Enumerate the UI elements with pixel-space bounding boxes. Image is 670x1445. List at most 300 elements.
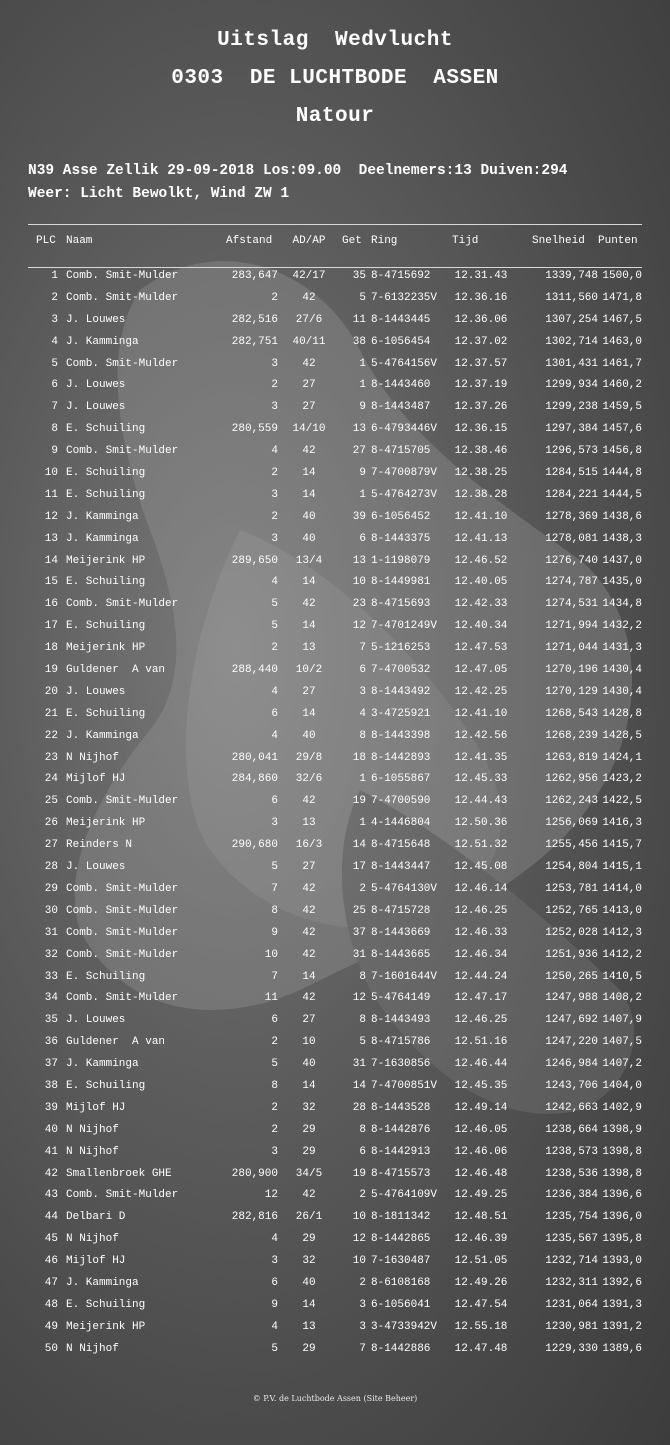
footer-credit: © P.V. de Luchtbode Assen (Site Beheer)	[252, 1394, 418, 1403]
cell-punten: 1412,3	[602, 926, 642, 939]
cell-punten: 1500,0	[602, 270, 642, 282]
table-row	[28, 901, 642, 923]
cell-adap: 29	[302, 1123, 316, 1136]
cell-snelheid: 1262,243	[545, 795, 598, 808]
cell-punten: 1434,8	[602, 598, 642, 611]
cell-naam: E. Schuiling	[66, 423, 146, 436]
cell-naam: Guldener A van	[66, 1036, 166, 1049]
cell-naam: Comb. Smit-Mulder	[66, 445, 179, 458]
cell-punten: 1396,0	[602, 1211, 642, 1224]
cell-tijd: 12.40.05	[454, 576, 508, 589]
cell-naam: Comb. Smit-Mulder	[66, 795, 179, 808]
cell-tijd: 12.45.33	[454, 773, 508, 786]
cell-ring: 8-1442913	[371, 1145, 431, 1158]
cell-naam: J. Louwes	[66, 861, 126, 874]
cell-plc: 40	[44, 1123, 58, 1136]
cell-adap: 42	[302, 1189, 316, 1202]
cell-tijd: 12.46.48	[454, 1167, 508, 1180]
cell-tijd: 12.51.32	[454, 839, 508, 852]
cell-naam: Comb. Smit-Mulder	[66, 291, 179, 304]
cell-naam: J. Louwes	[66, 685, 126, 698]
cell-ring: 5-4764109V	[371, 1189, 438, 1202]
cell-ring: 8-4715692	[371, 270, 431, 282]
cell-snelheid: 1339,748	[545, 270, 598, 282]
cell-naam: Meijerink HP	[66, 1320, 146, 1333]
cell-afstand: 4	[271, 729, 278, 742]
cell-ring: 1-1198079	[371, 554, 431, 567]
cell-get: 12	[352, 1233, 366, 1246]
col-tijd: Tijd	[452, 235, 479, 247]
cell-ring: 8-6108168	[371, 1276, 431, 1289]
cell-snelheid: 1251,936	[545, 948, 598, 961]
cell-get: 38	[352, 335, 366, 348]
table-row	[28, 572, 642, 594]
cell-afstand: 8	[271, 1079, 278, 1092]
cell-adap: 27/6	[295, 313, 323, 326]
table-row	[28, 1295, 642, 1317]
cell-tijd: 12.50.36	[454, 817, 508, 830]
cell-punten: 1407,9	[602, 1014, 642, 1027]
cell-punten: 1438,3	[602, 532, 642, 545]
cell-ring: 6-1056452	[371, 510, 431, 523]
cell-snelheid: 1246,984	[545, 1058, 598, 1071]
cell-snelheid: 1307,254	[545, 313, 598, 326]
cell-punten: 1398,8	[602, 1145, 642, 1158]
cell-tijd: 12.46.39	[454, 1233, 508, 1246]
cell-get: 31	[352, 1058, 366, 1071]
cell-punten: 1435,0	[602, 576, 642, 589]
race-info	[28, 160, 658, 206]
cell-get: 1	[359, 488, 366, 501]
cell-snelheid: 1252,765	[545, 904, 598, 917]
cell-get: 13	[352, 554, 366, 567]
cell-afstand: 3	[271, 532, 278, 545]
cell-tijd: 12.42.56	[454, 729, 508, 742]
cell-ring: 6-1056041	[371, 1298, 431, 1311]
cell-adap: 10	[302, 1036, 316, 1049]
cell-naam: N Nijhof	[66, 1233, 119, 1246]
cell-afstand: 3	[271, 401, 278, 414]
cell-plc: 3	[51, 313, 58, 326]
cell-tijd: 12.46.34	[454, 948, 508, 961]
cell-naam: J. Kamminga	[66, 1276, 139, 1289]
cell-ring: 8-1443493	[371, 1014, 431, 1027]
cell-naam: Comb. Smit-Mulder	[66, 357, 179, 370]
cell-afstand: 2	[271, 1123, 278, 1136]
cell-tijd: 12.45.35	[454, 1079, 508, 1092]
cell-tijd: 12.55.18	[454, 1320, 508, 1333]
cell-get: 35	[352, 270, 366, 282]
cell-plc: 30	[44, 904, 58, 917]
cell-naam: J. Kamminga	[66, 335, 139, 348]
cell-tijd: 12.42.25	[454, 685, 508, 698]
cell-plc: 6	[51, 379, 58, 392]
cell-ring: 8-1443375	[371, 532, 431, 545]
title-uitslag: Uitslag Wedvlucht	[217, 29, 453, 52]
cell-tijd: 12.47.17	[454, 992, 508, 1005]
cell-adap: 27	[302, 861, 316, 874]
cell-snelheid: 1235,567	[545, 1233, 598, 1246]
cell-snelheid: 1299,238	[545, 401, 598, 414]
cell-afstand: 3	[271, 1145, 278, 1158]
cell-get: 37	[352, 926, 366, 939]
cell-punten: 1430,4	[602, 685, 642, 698]
cell-snelheid: 1311,560	[545, 291, 598, 304]
cell-afstand: 289,650	[231, 554, 278, 567]
cell-naam: Mijlof HJ	[66, 773, 126, 786]
table-row	[28, 1076, 642, 1098]
table-row	[28, 967, 642, 989]
cell-afstand: 4	[271, 1233, 278, 1246]
cell-punten: 1437,0	[602, 554, 642, 567]
cell-get: 8	[359, 1014, 366, 1027]
cell-afstand: 6	[271, 1014, 278, 1027]
table-row	[28, 1251, 642, 1273]
cell-punten: 1444,8	[602, 467, 642, 480]
cell-punten: 1428,8	[602, 707, 642, 720]
cell-ring: 8-4715728	[371, 904, 431, 917]
cell-punten: 1415,7	[602, 839, 642, 852]
cell-naam: Smallenbroek GHE	[66, 1167, 172, 1180]
cell-get: 4	[359, 707, 366, 720]
cell-adap: 42	[302, 926, 316, 939]
cell-get: 8	[359, 1123, 366, 1136]
cell-snelheid: 1276,740	[545, 554, 598, 567]
cell-get: 1	[359, 817, 366, 830]
cell-tijd: 12.38.28	[454, 488, 508, 501]
cell-tijd: 12.48.51	[454, 1211, 508, 1224]
cell-ring: 5-4764149	[371, 992, 431, 1005]
cell-snelheid: 1247,988	[545, 992, 598, 1005]
cell-adap: 42	[302, 357, 316, 370]
cell-punten: 1444,5	[602, 488, 642, 501]
cell-snelheid: 1229,330	[545, 1342, 598, 1355]
cell-ring: 8-1443398	[371, 729, 431, 742]
table-row	[28, 682, 642, 704]
cell-punten: 1415,1	[602, 861, 642, 874]
cell-adap: 14	[302, 707, 316, 720]
cell-adap: 14	[302, 1079, 316, 1092]
cell-tijd: 12.36.15	[454, 423, 508, 436]
cell-punten: 1430,4	[602, 664, 642, 677]
table-row	[28, 616, 642, 638]
cell-ring: 7-1630487	[371, 1255, 431, 1268]
cell-afstand: 2	[271, 467, 278, 480]
cell-tijd: 12.40.34	[454, 620, 508, 633]
cell-afstand: 2	[271, 642, 278, 655]
cell-snelheid: 1268,543	[545, 707, 598, 720]
cell-plc: 21	[44, 707, 58, 720]
cell-punten: 1414,0	[602, 882, 642, 895]
table-row	[28, 1010, 642, 1032]
cell-get: 19	[352, 1167, 366, 1180]
cell-adap: 42	[302, 992, 316, 1005]
cell-naam: J. Louwes	[66, 379, 126, 392]
cell-get: 2	[359, 1189, 366, 1202]
cell-ring: 6-1056454	[371, 335, 431, 348]
cell-snelheid: 1247,220	[545, 1036, 598, 1049]
cell-plc: 24	[44, 773, 58, 786]
cell-afstand: 3	[271, 1255, 278, 1268]
cell-adap: 29	[302, 1145, 316, 1158]
cell-adap: 29	[302, 1342, 316, 1355]
col-naam: Naam	[66, 235, 93, 247]
cell-plc: 1	[51, 270, 58, 282]
cell-ring: 8-1443528	[371, 1101, 431, 1114]
cell-naam: E. Schuiling	[66, 1298, 146, 1311]
cell-naam: N Nijhof	[66, 1145, 119, 1158]
cell-punten: 1413,0	[602, 904, 642, 917]
table-row	[28, 419, 642, 441]
table-row	[28, 791, 642, 813]
cell-afstand: 9	[271, 926, 278, 939]
cell-punten: 1398,9	[602, 1123, 642, 1136]
page-header	[0, 22, 670, 136]
cell-afstand: 3	[271, 357, 278, 370]
cell-get: 7	[359, 1342, 366, 1355]
cell-ring: 6-1055867	[371, 773, 431, 786]
col-adap: AD/AP	[292, 235, 326, 247]
cell-snelheid: 1254,804	[545, 861, 598, 874]
cell-tijd: 12.46.14	[454, 882, 508, 895]
cell-snelheid: 1256,069	[545, 817, 598, 830]
cell-afstand: 282,816	[231, 1211, 278, 1224]
cell-get: 19	[352, 795, 366, 808]
cell-plc: 33	[44, 970, 58, 983]
cell-plc: 9	[51, 445, 58, 458]
table-row	[28, 1142, 642, 1164]
table-row	[28, 485, 642, 507]
cell-plc: 23	[44, 751, 58, 764]
cell-afstand: 6	[271, 707, 278, 720]
cell-adap: 42	[302, 904, 316, 917]
cell-plc: 27	[44, 839, 58, 852]
cell-tijd: 12.37.02	[454, 335, 508, 348]
cell-punten: 1459,5	[602, 401, 642, 414]
cell-ring: 3-4733942V	[371, 1320, 438, 1333]
cell-afstand: 6	[271, 1276, 278, 1289]
cell-adap: 27	[302, 1014, 316, 1027]
cell-afstand: 2	[271, 1101, 278, 1114]
cell-adap: 26/1	[295, 1211, 323, 1224]
cell-punten: 1389,6	[602, 1342, 642, 1355]
col-snelheid: Snelheid	[532, 235, 585, 247]
cell-adap: 42	[302, 291, 316, 304]
cell-get: 3	[359, 1320, 366, 1333]
cell-adap: 10/2	[295, 664, 323, 677]
cell-ring: 8-1443665	[371, 948, 431, 961]
cell-ring: 8-4715648	[371, 839, 431, 852]
table-row	[28, 310, 642, 332]
cell-adap: 32/6	[295, 773, 323, 786]
table-row	[28, 1317, 642, 1339]
cell-plc: 20	[44, 685, 58, 698]
cell-get: 10	[352, 1255, 366, 1268]
cell-naam: E. Schuiling	[66, 576, 146, 589]
race-details: N39 Asse Zellik 29-09-2018 Los:09.00 Deelnemers:13 Duiven:294	[28, 163, 568, 179]
cell-afstand: 290,680	[231, 839, 278, 852]
cell-adap: 27	[302, 401, 316, 414]
cell-naam: E. Schuiling	[66, 467, 146, 480]
table-row	[28, 1273, 642, 1295]
cell-naam: Comb. Smit-Mulder	[66, 882, 179, 895]
cell-snelheid: 1274,787	[545, 576, 598, 589]
table-row	[28, 354, 642, 376]
cell-ring: 7-4700532	[371, 664, 431, 677]
cell-adap: 32	[302, 1101, 316, 1114]
cell-punten: 1463,0	[602, 335, 642, 348]
cell-adap: 14	[302, 1298, 316, 1311]
cell-naam: Delbari D	[66, 1211, 126, 1224]
cell-tijd: 12.47.54	[454, 1298, 508, 1311]
cell-plc: 2	[51, 291, 58, 304]
cell-snelheid: 1296,573	[545, 445, 598, 458]
cell-get: 9	[359, 401, 366, 414]
cell-adap: 42	[302, 598, 316, 611]
cell-afstand: 12	[264, 1189, 278, 1202]
cell-adap: 32	[302, 1255, 316, 1268]
table-header	[28, 232, 642, 250]
cell-ring: 8-1811342	[371, 1211, 431, 1224]
cell-afstand: 11	[264, 992, 278, 1005]
cell-get: 5	[359, 291, 366, 304]
table-row	[28, 397, 642, 419]
cell-plc: 32	[44, 948, 58, 961]
cell-adap: 40	[302, 532, 316, 545]
cell-punten: 1398,8	[602, 1167, 642, 1180]
cell-ring: 5-4764130V	[371, 882, 438, 895]
cell-punten: 1432,2	[602, 620, 642, 633]
cell-get: 25	[352, 904, 366, 917]
cell-naam: Guldener A van	[66, 664, 166, 677]
cell-snelheid: 1302,714	[545, 335, 598, 348]
cell-afstand: 284,860	[231, 773, 278, 786]
cell-punten: 1407,5	[602, 1036, 642, 1049]
cell-plc: 35	[44, 1014, 58, 1027]
cell-ring: 5-1216253	[371, 642, 431, 655]
results-table	[28, 232, 642, 1361]
cell-naam: E. Schuiling	[66, 1079, 146, 1092]
cell-tijd: 12.45.08	[454, 861, 508, 874]
cell-get: 5	[359, 1036, 366, 1049]
table-row	[28, 1032, 642, 1054]
cell-naam: Comb. Smit-Mulder	[66, 598, 179, 611]
cell-adap: 13	[302, 817, 316, 830]
cell-adap: 13/4	[295, 554, 323, 567]
cell-afstand: 3	[271, 488, 278, 501]
cell-plc: 29	[44, 882, 58, 895]
cell-get: 17	[352, 861, 366, 874]
cell-punten: 1404,0	[602, 1079, 642, 1092]
cell-adap: 29	[302, 1233, 316, 1246]
cell-ring: 8-1443445	[371, 313, 431, 326]
col-ring: Ring	[371, 235, 398, 247]
cell-punten: 1412,2	[602, 948, 642, 961]
cell-get: 13	[352, 423, 366, 436]
cell-snelheid: 1297,384	[545, 423, 598, 436]
table-row	[28, 660, 642, 682]
cell-adap: 14	[302, 488, 316, 501]
cell-snelheid: 1278,369	[545, 510, 598, 523]
cell-plc: 28	[44, 861, 58, 874]
cell-ring: 8-4715573	[371, 1167, 431, 1180]
cell-tijd: 12.51.16	[454, 1036, 508, 1049]
cell-ring: 8-4715705	[371, 445, 431, 458]
cell-naam: Meijerink HP	[66, 554, 146, 567]
cell-ring: 8-1443669	[371, 926, 431, 939]
cell-afstand: 280,041	[231, 751, 278, 764]
cell-afstand: 4	[271, 685, 278, 698]
cell-tijd: 12.41.10	[454, 510, 508, 523]
cell-afstand: 7	[271, 882, 278, 895]
cell-plc: 47	[44, 1276, 58, 1289]
cell-punten: 1456,8	[602, 445, 642, 458]
cell-snelheid: 1238,664	[545, 1123, 598, 1136]
cell-snelheid: 1271,994	[545, 620, 598, 633]
cell-get: 3	[359, 1298, 366, 1311]
cell-snelheid: 1238,573	[545, 1145, 598, 1158]
cell-snelheid: 1238,536	[545, 1167, 598, 1180]
cell-adap: 13	[302, 1320, 316, 1333]
cell-snelheid: 1263,819	[545, 751, 598, 764]
cell-get: 10	[352, 576, 366, 589]
cell-get: 6	[359, 532, 366, 545]
cell-ring: 7-1601644V	[371, 970, 438, 983]
cell-get: 2	[359, 882, 366, 895]
cell-punten: 1467,5	[602, 313, 642, 326]
cell-afstand: 283,647	[231, 270, 278, 282]
cell-ring: 3-4725921	[371, 707, 431, 720]
table-row	[28, 288, 642, 310]
divider-top	[28, 224, 642, 225]
cell-adap: 16/3	[295, 839, 323, 852]
cell-naam: J. Kamminga	[66, 532, 139, 545]
cell-plc: 26	[44, 817, 58, 830]
cell-afstand: 2	[271, 291, 278, 304]
cell-get: 23	[352, 598, 366, 611]
table-row	[28, 594, 642, 616]
table-row	[28, 704, 642, 726]
cell-ring: 8-1442876	[371, 1123, 431, 1136]
cell-adap: 40	[302, 729, 316, 742]
cell-get: 14	[352, 839, 366, 852]
cell-tijd: 12.46.52	[454, 554, 508, 567]
cell-punten: 1460,2	[602, 379, 642, 392]
cell-snelheid: 1236,384	[545, 1189, 598, 1202]
cell-tijd: 12.38.46	[454, 445, 508, 458]
cell-plc: 16	[44, 598, 58, 611]
table-row	[28, 1185, 642, 1207]
cell-naam: Comb. Smit-Mulder	[66, 948, 179, 961]
cell-adap: 40	[302, 1276, 316, 1289]
cell-plc: 45	[44, 1233, 58, 1246]
cell-naam: Comb. Smit-Mulder	[66, 1189, 179, 1202]
cell-adap: 14	[302, 576, 316, 589]
cell-get: 27	[352, 445, 366, 458]
cell-tijd: 12.44.43	[454, 795, 508, 808]
cell-naam: J. Louwes	[66, 1014, 126, 1027]
cell-get: 2	[359, 1276, 366, 1289]
table-row	[28, 1120, 642, 1142]
cell-afstand: 5	[271, 598, 278, 611]
cell-punten: 1391,3	[602, 1298, 642, 1311]
table-row	[28, 769, 642, 791]
cell-get: 7	[359, 642, 366, 655]
cell-afstand: 8	[271, 904, 278, 917]
cell-ring: 7-6132235V	[371, 291, 438, 304]
cell-naam: Comb. Smit-Mulder	[66, 904, 179, 917]
weather-info: Weer: Licht Bewolkt, Wind ZW 1	[28, 186, 290, 202]
